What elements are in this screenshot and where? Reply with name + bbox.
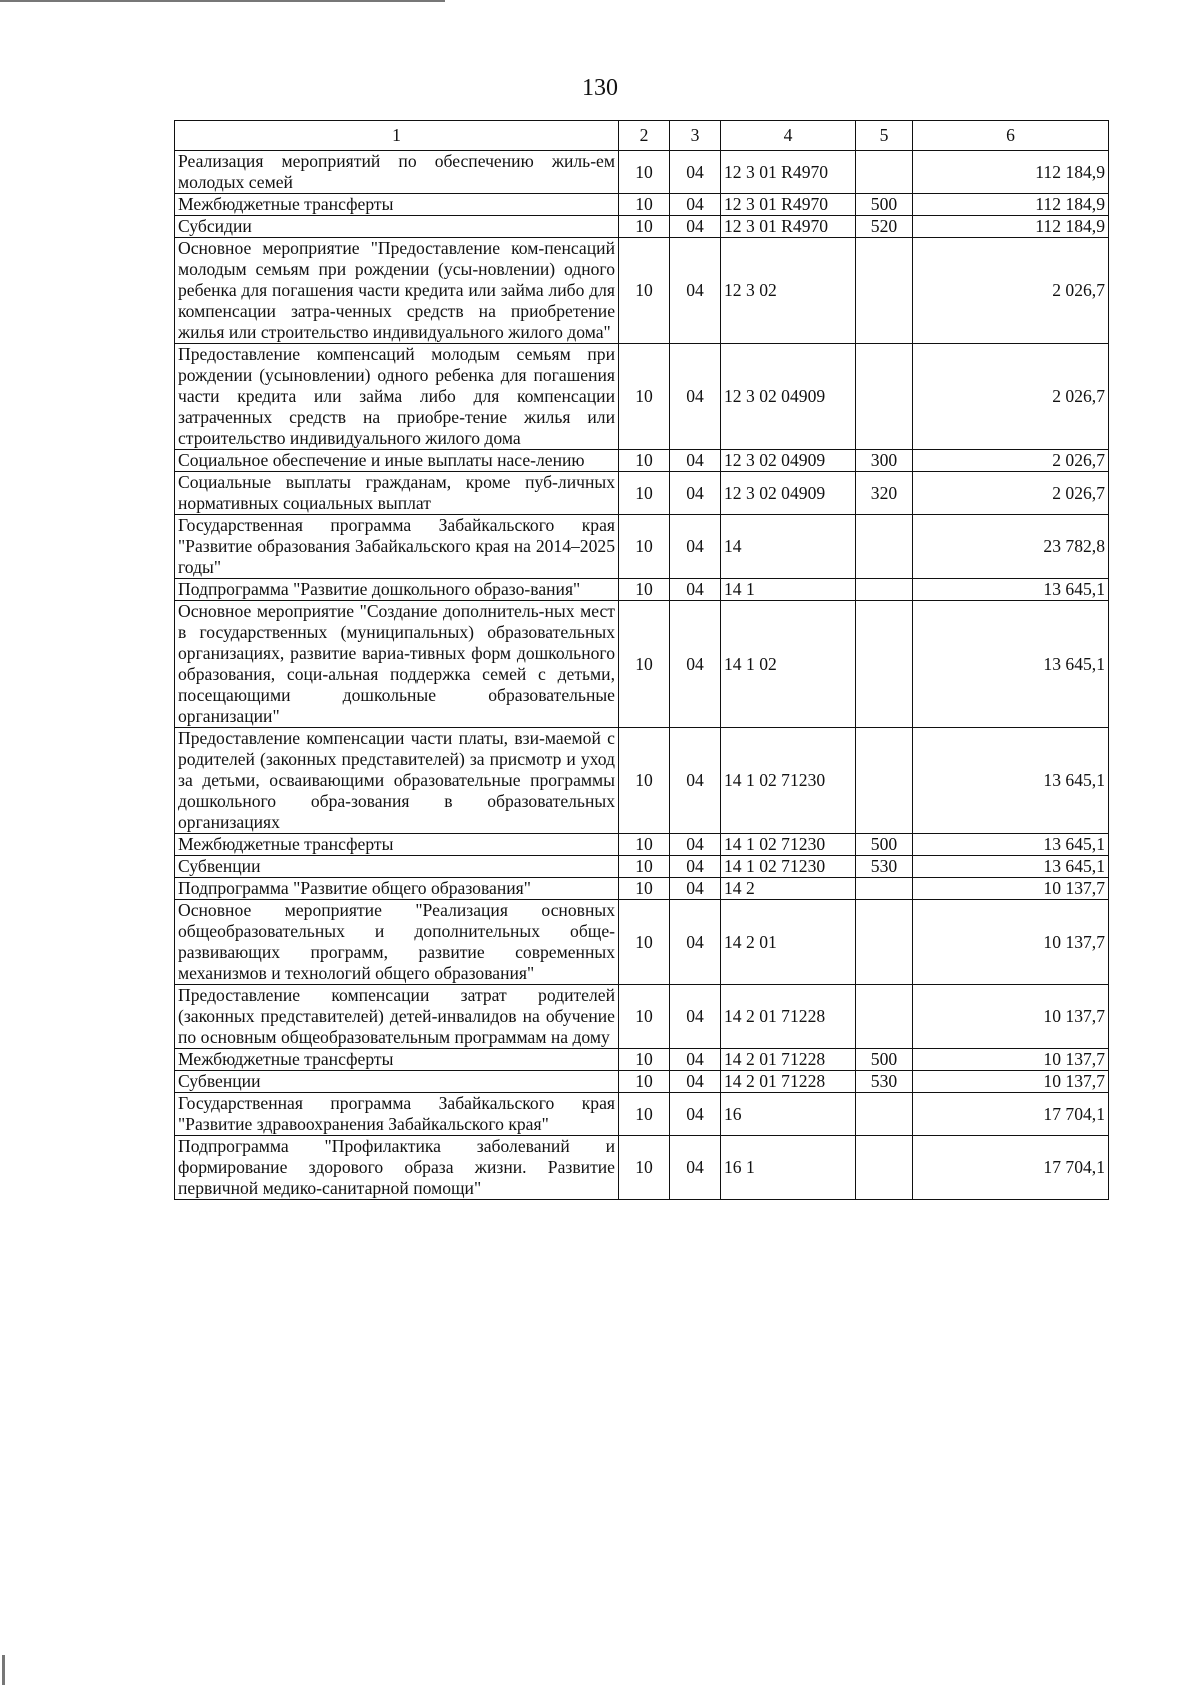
section-cell: 10 [619, 151, 670, 194]
table-row [175, 450, 1109, 472]
table-row [175, 834, 1109, 856]
expense-type-cell [856, 1136, 913, 1200]
subsection-cell: 04 [670, 151, 721, 194]
target-article-cell: 14 1 02 [721, 601, 856, 728]
table-row [175, 344, 1109, 450]
subsection-cell: 04 [670, 216, 721, 238]
expense-name-cell: Межбюджетные трансферты [175, 194, 619, 216]
expense-name-cell: Реализация мероприятий по обеспечению жиль-ем молодых семей [175, 151, 619, 194]
table-row [175, 1049, 1109, 1071]
column-header: 2 [619, 121, 670, 151]
expense-type-cell [856, 878, 913, 900]
expense-name-cell: Основное мероприятие "Создание дополнитель-ных мест в государственных (муниципальных) образовательных организациях, развитие вариа-тивных форм дошкольного образования, соци-альная поддержка семей с детьми, посещающими дошкольные образовательные организации" [175, 601, 619, 728]
target-article-cell: 16 [721, 1093, 856, 1136]
page-number: 130 [582, 75, 618, 101]
section-cell: 10 [619, 450, 670, 472]
budget-table [174, 120, 1109, 1200]
subsection-cell: 04 [670, 1093, 721, 1136]
amount-cell: 23 782,8 [913, 515, 1109, 579]
amount-cell: 2 026,7 [913, 450, 1109, 472]
expense-name-cell: Государственная программа Забайкальского края "Развитие здравоохранения Забайкальского края" [175, 1093, 619, 1136]
expense-type-cell [856, 579, 913, 601]
expense-name-cell: Основное мероприятие "Реализация основных общеобразовательных и дополнительных обще-развивающих программ, развитие современных механизмов и технологий общего образования" [175, 900, 619, 985]
expense-type-cell [856, 728, 913, 834]
expense-name-cell: Межбюджетные трансферты [175, 1049, 619, 1071]
subsection-cell: 04 [670, 900, 721, 985]
expense-type-cell [856, 601, 913, 728]
table-row [175, 878, 1109, 900]
target-article-cell: 14 2 [721, 878, 856, 900]
section-cell: 10 [619, 216, 670, 238]
subsection-cell: 04 [670, 344, 721, 450]
expense-name-cell: Субвенции [175, 856, 619, 878]
subsection-cell: 04 [670, 515, 721, 579]
expense-type-cell [856, 344, 913, 450]
expense-name-cell: Социальные выплаты гражданам, кроме пуб-личных нормативных социальных выплат [175, 472, 619, 515]
expense-type-cell [856, 985, 913, 1049]
target-article-cell: 16 1 [721, 1136, 856, 1200]
table-row [175, 728, 1109, 834]
expense-type-cell [856, 151, 913, 194]
subsection-cell: 04 [670, 238, 721, 344]
expense-name-cell: Предоставление компенсации затрат родителей (законных представителей) детей-инвалидов на обучение по основным общеобразовательным программам на дому [175, 985, 619, 1049]
section-cell: 10 [619, 1093, 670, 1136]
amount-cell: 112 184,9 [913, 216, 1109, 238]
expense-type-cell: 530 [856, 1071, 913, 1093]
amount-cell: 112 184,9 [913, 151, 1109, 194]
subsection-cell: 04 [670, 985, 721, 1049]
expense-type-cell: 530 [856, 856, 913, 878]
expense-name-cell: Субсидии [175, 216, 619, 238]
subsection-cell: 04 [670, 834, 721, 856]
amount-cell: 13 645,1 [913, 856, 1109, 878]
amount-cell: 13 645,1 [913, 834, 1109, 856]
target-article-cell: 14 1 02 71230 [721, 728, 856, 834]
target-article-cell: 12 3 01 R4970 [721, 194, 856, 216]
table-row [175, 985, 1109, 1049]
column-header: 4 [721, 121, 856, 151]
expense-type-cell: 500 [856, 834, 913, 856]
table-row [175, 472, 1109, 515]
target-article-cell: 12 3 01 R4970 [721, 151, 856, 194]
table-row [175, 579, 1109, 601]
section-cell: 10 [619, 728, 670, 834]
amount-cell: 13 645,1 [913, 728, 1109, 834]
amount-cell: 10 137,7 [913, 1071, 1109, 1093]
amount-cell: 10 137,7 [913, 900, 1109, 985]
subsection-cell: 04 [670, 728, 721, 834]
amount-cell: 112 184,9 [913, 194, 1109, 216]
amount-cell: 17 704,1 [913, 1136, 1109, 1200]
section-cell: 10 [619, 834, 670, 856]
expense-name-cell: Основное мероприятие "Предоставление ком-пенсаций молодым семьям при рождении (усы-новлении) одного ребенка для погашения части кредита или займа либо для компенсации затра-ченных средств на приобретение жилья или строительство индивидуального жилого дома" [175, 238, 619, 344]
section-cell: 10 [619, 856, 670, 878]
target-article-cell: 14 1 02 71230 [721, 856, 856, 878]
subsection-cell: 04 [670, 194, 721, 216]
target-article-cell: 12 3 02 04909 [721, 472, 856, 515]
section-cell: 10 [619, 515, 670, 579]
amount-cell: 10 137,7 [913, 878, 1109, 900]
expense-type-cell: 320 [856, 472, 913, 515]
subsection-cell: 04 [670, 472, 721, 515]
expense-name-cell: Межбюджетные трансферты [175, 834, 619, 856]
amount-cell: 13 645,1 [913, 601, 1109, 728]
target-article-cell: 12 3 02 [721, 238, 856, 344]
expense-name-cell: Подпрограмма "Профилактика заболеваний и формирование здорового образа жизни. Развитие первичной медико-санитарной помощи" [175, 1136, 619, 1200]
target-article-cell: 14 2 01 71228 [721, 1071, 856, 1093]
expense-name-cell: Социальное обеспечение и иные выплаты насе-лению [175, 450, 619, 472]
scan-line-top [0, 0, 445, 2]
table-row [175, 515, 1109, 579]
expense-type-cell: 520 [856, 216, 913, 238]
target-article-cell: 14 [721, 515, 856, 579]
amount-cell: 2 026,7 [913, 472, 1109, 515]
expense-type-cell: 500 [856, 194, 913, 216]
expense-name-cell: Предоставление компенсации части платы, взи-маемой с родителей (законных представителей) за присмотр и уход за детьми, осваивающими образовательные программы дошкольного обра-зования в образовательных организациях [175, 728, 619, 834]
expense-type-cell: 300 [856, 450, 913, 472]
expense-type-cell [856, 515, 913, 579]
expense-type-cell [856, 1093, 913, 1136]
section-cell: 10 [619, 985, 670, 1049]
subsection-cell: 04 [670, 450, 721, 472]
subsection-cell: 04 [670, 878, 721, 900]
expense-name-cell: Предоставление компенсаций молодым семьям при рождении (усыновлении) одного ребенка для погашения части кредита или займа либо для компенсации затраченных средств на приобре-тение жилья или строительство индивидуального жилого дома [175, 344, 619, 450]
target-article-cell: 14 2 01 71228 [721, 985, 856, 1049]
table-row [175, 238, 1109, 344]
amount-cell: 2 026,7 [913, 344, 1109, 450]
section-cell: 10 [619, 344, 670, 450]
target-article-cell: 12 3 02 04909 [721, 450, 856, 472]
table-row [175, 856, 1109, 878]
expense-name-cell: Субвенции [175, 1071, 619, 1093]
subsection-cell: 04 [670, 579, 721, 601]
subsection-cell: 04 [670, 856, 721, 878]
expense-name-cell: Подпрограмма "Развитие общего образования" [175, 878, 619, 900]
section-cell: 10 [619, 900, 670, 985]
expense-type-cell [856, 238, 913, 344]
column-header: 1 [175, 121, 619, 151]
amount-cell: 17 704,1 [913, 1093, 1109, 1136]
scan-mark-left [2, 1655, 5, 1685]
target-article-cell: 14 2 01 [721, 900, 856, 985]
table-header-row [175, 121, 1109, 151]
table-row [175, 1136, 1109, 1200]
table-row [175, 1071, 1109, 1093]
table-row [175, 216, 1109, 238]
subsection-cell: 04 [670, 1136, 721, 1200]
column-header: 6 [913, 121, 1109, 151]
amount-cell: 10 137,7 [913, 1049, 1109, 1071]
table-row [175, 151, 1109, 194]
subsection-cell: 04 [670, 1049, 721, 1071]
section-cell: 10 [619, 1071, 670, 1093]
section-cell: 10 [619, 601, 670, 728]
section-cell: 10 [619, 878, 670, 900]
section-cell: 10 [619, 194, 670, 216]
amount-cell: 2 026,7 [913, 238, 1109, 344]
section-cell: 10 [619, 579, 670, 601]
table-row [175, 601, 1109, 728]
table-row [175, 1093, 1109, 1136]
subsection-cell: 04 [670, 1071, 721, 1093]
expense-type-cell [856, 900, 913, 985]
section-cell: 10 [619, 1136, 670, 1200]
table-row [175, 194, 1109, 216]
section-cell: 10 [619, 472, 670, 515]
table-row [175, 900, 1109, 985]
target-article-cell: 14 1 02 71230 [721, 834, 856, 856]
amount-cell: 10 137,7 [913, 985, 1109, 1049]
expense-type-cell: 500 [856, 1049, 913, 1071]
column-header: 5 [856, 121, 913, 151]
amount-cell: 13 645,1 [913, 579, 1109, 601]
column-header: 3 [670, 121, 721, 151]
target-article-cell: 14 1 [721, 579, 856, 601]
target-article-cell: 12 3 02 04909 [721, 344, 856, 450]
subsection-cell: 04 [670, 601, 721, 728]
section-cell: 10 [619, 238, 670, 344]
target-article-cell: 12 3 01 R4970 [721, 216, 856, 238]
expense-name-cell: Подпрограмма "Развитие дошкольного образо-вания" [175, 579, 619, 601]
section-cell: 10 [619, 1049, 670, 1071]
target-article-cell: 14 2 01 71228 [721, 1049, 856, 1071]
expense-name-cell: Государственная программа Забайкальского края "Развитие образования Забайкальского края на 2014–2025 годы" [175, 515, 619, 579]
